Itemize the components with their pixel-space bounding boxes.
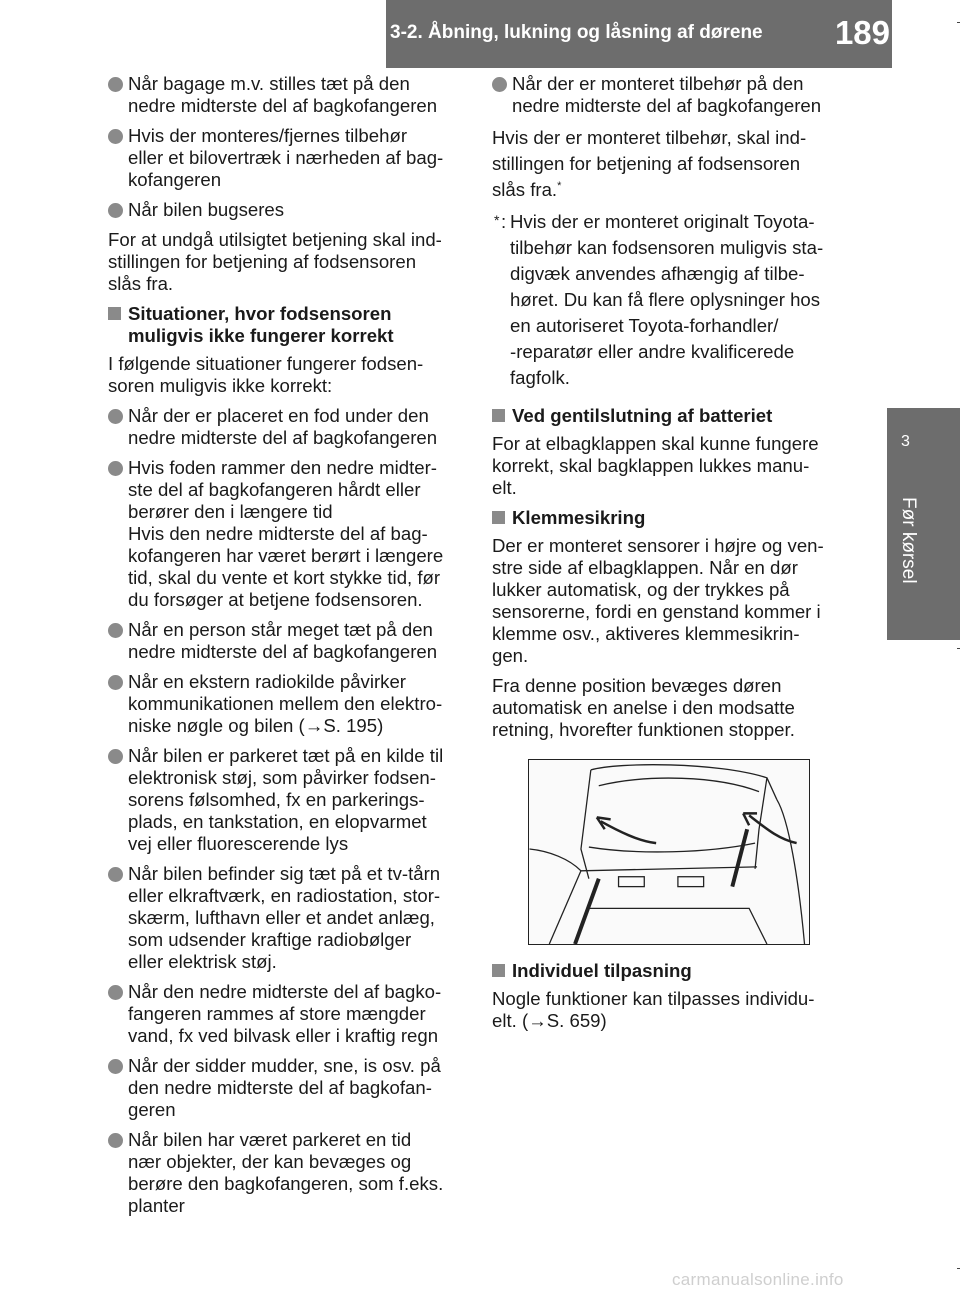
text-line: elektronisk støj, som påvirker fodsen- [128, 767, 436, 788]
body-pillar-left [549, 871, 581, 944]
text-line: kofangeren [128, 169, 222, 190]
strut-left [575, 879, 599, 944]
text-line: elt. [492, 477, 517, 498]
text-line: Når der er monteret tilbehør på den [512, 73, 804, 94]
text-line: elt. (→S. 659) [492, 1010, 607, 1031]
text-line: Hvis der er monteret tilbehør, skal ind- [492, 127, 807, 148]
chapter-number: 3 [901, 433, 910, 450]
chapter-label: Før kørsel [898, 497, 919, 584]
section-title: 3-2. Åbning, lukning og låsning af dørene [390, 22, 763, 43]
left-column [108, 73, 465, 1225]
text-line: eller elektrisk støj. [128, 951, 277, 972]
footnote [492, 209, 852, 391]
bullet-icon [108, 203, 123, 218]
trunk-floor [589, 908, 767, 944]
text-line: sorens følsomhed, fx en parkerings- [128, 789, 425, 810]
text-line: nedre midterste del af bagkofangeren [128, 641, 438, 662]
list-item [108, 863, 465, 973]
right-column [492, 73, 852, 1040]
text-line: -reparatør eller andre kvalificerede [510, 341, 795, 362]
text-line: vand, fx ved bilvask eller i kraftig regn [128, 1025, 439, 1046]
text-line: Klemmesikring [512, 507, 646, 528]
text-line: Når bilen bugseres [128, 199, 285, 220]
bullet-icon [108, 675, 123, 690]
text-line: For at elbagklappen skal kunne fungere [492, 433, 819, 454]
bullet-icon [108, 77, 123, 92]
text-line: tid, skal du vente et kort stykke tid, før [128, 567, 441, 588]
bullet-icon [108, 461, 123, 476]
text-line: Når der er placeret en fod under den [128, 405, 429, 426]
text-line: gen. [492, 645, 529, 666]
text-line: digvæk anvendes afhængig af tilbe- [510, 263, 805, 284]
text-line: planter [128, 1195, 185, 1216]
text-line: I følgende situationer fungerer fodsen- [108, 353, 424, 374]
text-line: tilbehør kan fodsensoren muligvis sta- [510, 237, 824, 258]
bullet-icon [108, 129, 123, 144]
list-item [108, 199, 465, 221]
square-bullet-icon [492, 409, 505, 422]
footnote-marker: * [494, 212, 500, 228]
text-line: stillingen for betjening af fodsensoren [492, 153, 801, 174]
text-line: Når den nedre midterste del af bagko- [128, 981, 442, 1002]
text-line: korrekt, skal bagklappen lukkes manu- [492, 455, 810, 476]
text-line: niske nøgle og bilen (→S. 195) [128, 715, 384, 736]
text-line: fagfolk. [510, 367, 570, 388]
bullet-icon [108, 1059, 123, 1074]
list-item [108, 981, 465, 1047]
text-line: Når en ekstern radiokilde påvirker [128, 671, 406, 692]
text-line: stre side af elbagklappen. Når en dør [492, 557, 798, 578]
text-line: klemme osv., aktiveres klemmesikrin- [492, 623, 800, 644]
strut-right [732, 829, 747, 886]
text-line: Hvis der er monteret originalt Toyota- [510, 211, 815, 232]
text-line: nedre midterste del af bagkofangeren [512, 95, 822, 116]
text-line: Ved gentilslutning af batteriet [512, 405, 773, 426]
text-line: Når der sidder mudder, sne, is osv. på [128, 1055, 441, 1076]
footnote-reference: * [557, 179, 562, 192]
trunk-seat-headrest [678, 877, 704, 887]
text-line: Hvis foden rammer den nedre midter- [128, 457, 437, 478]
list-item [108, 125, 465, 191]
tailgate-inner-panel [599, 778, 759, 792]
text-line: slås fra.* [492, 179, 562, 200]
text-line: muligvis ikke fungerer korrekt [128, 325, 394, 346]
text-line: den nedre midterste del af bagkofan- [128, 1077, 432, 1098]
text-line: berøre den bagkofangeren, som f.eks. [128, 1173, 444, 1194]
list-item [108, 405, 465, 449]
paragraph [492, 125, 852, 203]
text-line: sensorerne, fordi en genstand kommer i [492, 601, 821, 622]
list-item [108, 671, 465, 737]
text-line: For at undgå utilsigtet betjening skal ind- [108, 229, 442, 250]
list-item [108, 1055, 465, 1121]
text-line: Hvis den nedre midterste del af bag- [128, 523, 428, 544]
text-line: kommunikationen mellem den elektro- [128, 693, 443, 714]
bullet-icon [108, 1133, 123, 1148]
text-line: Når bagage m.v. stilles tæt på den [128, 73, 410, 94]
list-item [108, 73, 465, 117]
text-line: slås fra. [108, 273, 174, 294]
watermark: carmanualsonline.info [672, 1270, 844, 1289]
text-line: høret. Du kan få flere oplysninger hos [510, 289, 821, 310]
text-line: lukker automatisk, og der trykkes på [492, 579, 790, 600]
trunk-seat-headrest [619, 877, 645, 887]
sensor-arrow-left [601, 821, 656, 843]
text-line: soren muligvis ikke korrekt: [108, 375, 333, 396]
bullet-icon [108, 623, 123, 638]
text-line: som udsender kraftige radiobølger [128, 929, 412, 950]
text-line: vej eller fluorescerende lys [128, 833, 349, 854]
text-line: geren [128, 1099, 176, 1120]
body-left-line [530, 849, 581, 871]
text-line: nedre midterste del af bagkofangeren [128, 95, 438, 116]
bullet-icon [108, 409, 123, 424]
text-line: nær objekter, der kan bevæges og [128, 1151, 412, 1172]
list-item [108, 457, 465, 611]
text-line: Individuel tilpasning [512, 960, 692, 981]
body-right-line [777, 800, 805, 944]
text-line: eller elkraftværk, en radiostation, stor- [128, 885, 441, 906]
text-line: eller et bilovertræk i nærheden af bag- [128, 147, 444, 168]
bullet-icon [108, 985, 123, 1000]
footnote-colon: : [501, 211, 507, 232]
text-line: Når bilen er parkeret tæt på en kilde til [128, 745, 444, 766]
paragraph [492, 535, 852, 667]
text-line: Der er monteret sensorer i højre og ven- [492, 535, 824, 556]
text-line: plads, en tankstation, en elopvarmet [128, 811, 427, 832]
text-line: Fra denne position bevæges døren [492, 675, 782, 696]
text-line: Situationer, hvor fodsensoren [128, 303, 392, 324]
list-item [108, 1129, 465, 1217]
text-line: nedre midterste del af bagkofangeren [128, 427, 438, 448]
list-item [492, 73, 852, 117]
subheading [492, 507, 852, 529]
bullet-icon [108, 749, 123, 764]
text-line: Når bilen har været parkeret en tid [128, 1129, 412, 1150]
tailgate-lower-edge [589, 843, 755, 852]
subheading [492, 405, 852, 427]
text-line: Hvis der monteres/fjernes tilbehør [128, 125, 408, 146]
text-line: retning, hvorefter funktionen stopper. [492, 719, 795, 740]
text-line: skærm, lufthavn eller et andet anlæg, [128, 907, 435, 928]
text-line: berører den i længere tid [128, 501, 333, 522]
list-item [108, 745, 465, 855]
bullet-icon [108, 867, 123, 882]
text-line: Nogle funktioner kan tilpasses individu- [492, 988, 815, 1009]
tailgate-illustration [528, 759, 810, 945]
text-line: ste del af bagkofangeren hårdt eller [128, 479, 421, 500]
page-number: 189 [834, 14, 890, 51]
trunk-opening [581, 867, 757, 871]
paragraph [492, 988, 852, 1032]
square-bullet-icon [492, 511, 505, 524]
text-line: stillingen for betjening af fodsensoren [108, 251, 417, 272]
paragraph [492, 675, 852, 741]
square-bullet-icon [492, 964, 505, 977]
paragraph [108, 229, 465, 295]
list-item [108, 619, 465, 663]
tailgate-left-edge [581, 770, 591, 879]
text-line: Når en person står meget tæt på den [128, 619, 433, 640]
text-line: kofangeren har været berørt i længere [128, 545, 444, 566]
subheading [492, 960, 852, 982]
subheading [108, 303, 465, 347]
text-line: en autoriseret Toyota-forhandler/ [510, 315, 779, 336]
paragraph [492, 433, 852, 499]
text-line: Når bilen befinder sig tæt på et tv-tårn [128, 863, 441, 884]
paragraph [108, 353, 465, 397]
bullet-icon [492, 77, 507, 92]
text-line: du forsøger at betjene fodsensoren. [128, 589, 423, 610]
text-line: automatisk en anelse i den modsatte [492, 697, 795, 718]
text-line: fangeren rammes af store mængder [128, 1003, 426, 1024]
square-bullet-icon [108, 307, 121, 320]
